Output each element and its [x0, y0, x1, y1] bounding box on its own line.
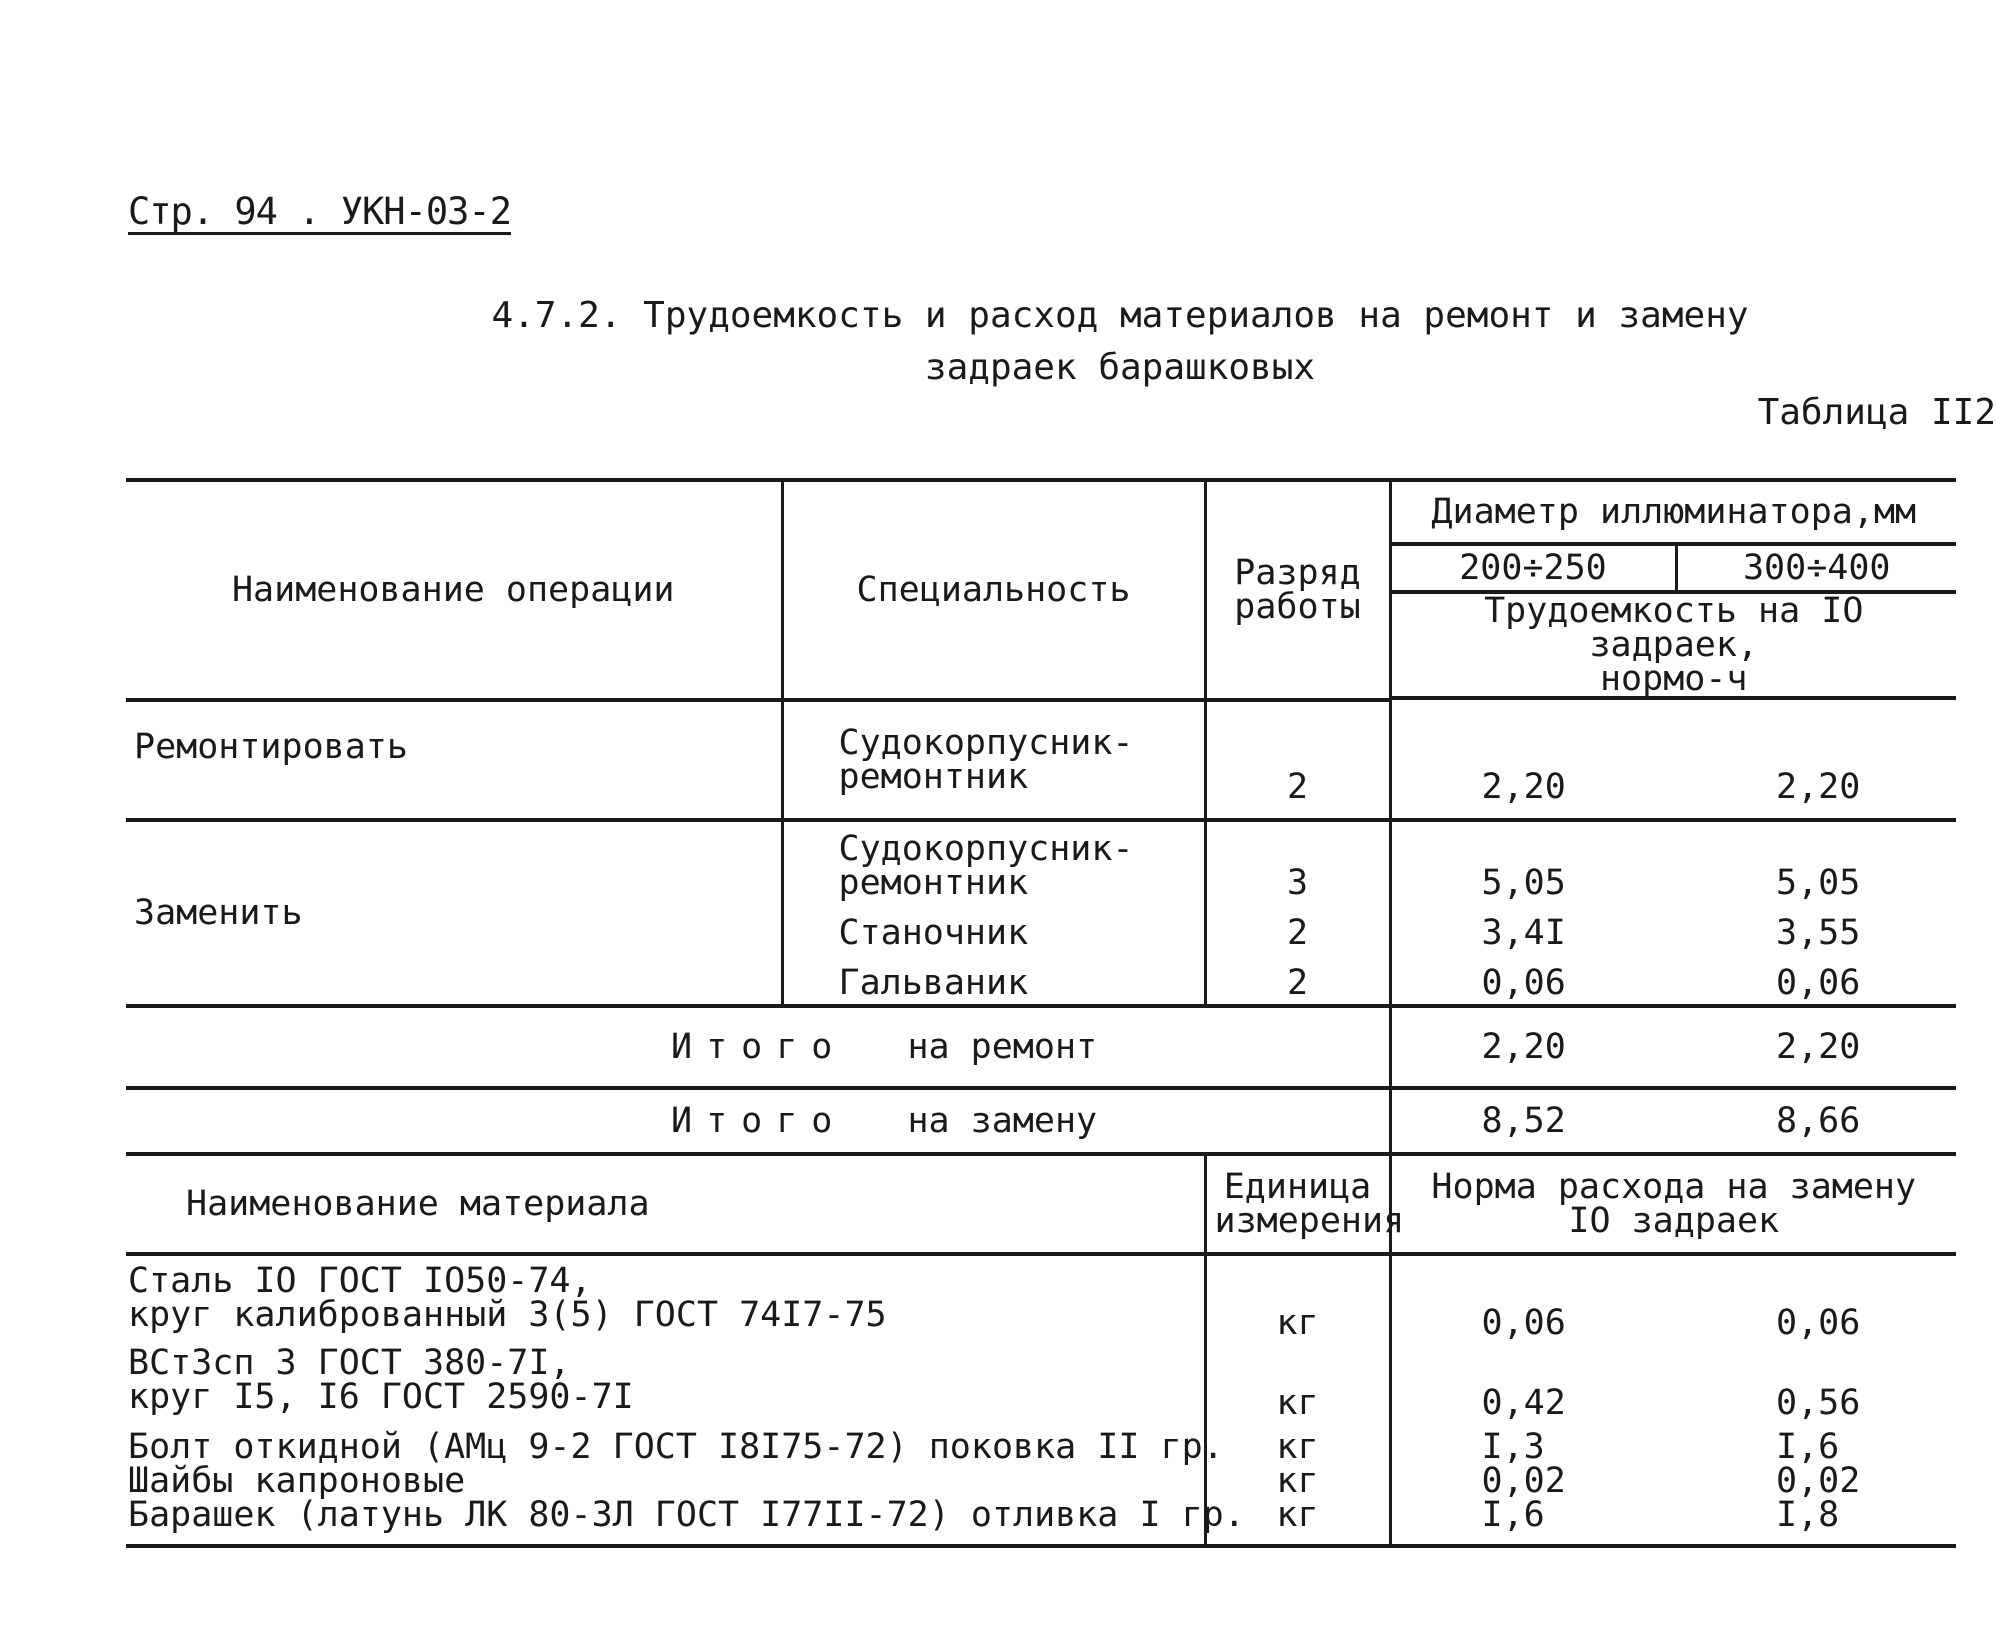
header-labor-line-2: нормо-ч — [1599, 659, 1748, 699]
materials-header-unit — [1205, 1154, 1405, 1254]
header-diameter-300-400: 300÷400 — [1676, 544, 1956, 592]
materials-header-norm-line-1: Норма расхода на замену — [1431, 1167, 1917, 1207]
material-3-name: Болт откидной (АМц 9-2 ГОСТ I8I75-72) поковка II гр. — [126, 1420, 1205, 1464]
replace-value-1-200-250: 5,05 — [1481, 863, 1566, 903]
replace-specialty-1-line-1: Судокорпусник- — [838, 829, 1134, 869]
replace-grade-list — [1205, 820, 1390, 1006]
repair-specialty-line-2: ремонтник — [838, 757, 1029, 797]
material-1-line-2: круг калиброванный 3(5) ГОСТ 74I7-75 — [128, 1295, 887, 1335]
material-2-unit: кг — [1205, 1340, 1390, 1420]
replace-value-2-300-400: 3,55 — [1776, 913, 1861, 953]
material-3-unit: кг — [1205, 1420, 1390, 1464]
header-labor-line-1: Трудоемкость на IO задраек, — [1484, 591, 1864, 665]
total-repair-label — [126, 1006, 1390, 1088]
header-grade — [1205, 480, 1390, 698]
replace-specialty-3: Гальваник — [838, 963, 1029, 1003]
replace-value-2-200-250: 3,4I — [1481, 913, 1566, 953]
material-4-name: Шайбы капроновые — [126, 1464, 1205, 1498]
total-replace-label — [126, 1088, 1390, 1154]
header-diameter-200-250: 200÷250 — [1390, 544, 1676, 592]
table-caption: Таблица II2 — [1757, 392, 1996, 433]
materials-header-norm — [1390, 1154, 1956, 1254]
material-3-value-300-400: I,6 — [1776, 1427, 1840, 1467]
total-replace-300-400: 8,66 — [1676, 1088, 1956, 1154]
material-2-line-2: круг I5, I6 ГОСТ 2590-7I — [128, 1377, 634, 1417]
material-1-line-1: Сталь IO ГОСТ IO50-74, — [128, 1261, 592, 1301]
repair-specialty — [782, 700, 1205, 820]
material-2-line-1: ВСт3сп 3 ГОСТ 380-7I, — [128, 1343, 571, 1383]
repair-value-200-250: 2,20 — [1390, 700, 1676, 820]
material-5-value-300-400: I,8 — [1676, 1498, 1956, 1546]
total-replace-word: Итого — [671, 1101, 847, 1141]
total-replace-text: на замену — [907, 1101, 1098, 1141]
materials-header-name: Наименование материала — [126, 1154, 1205, 1254]
material-3-value-200-250: I,3 — [1481, 1427, 1545, 1467]
material-1-value-300-400: 0,06 — [1776, 1303, 1861, 1343]
materials-header-norm-line-2: IO задраек — [1568, 1201, 1780, 1241]
material-4-unit: кг — [1205, 1464, 1390, 1498]
header-grade-line-2: работы — [1234, 587, 1361, 627]
repair-specialty-line-1: Судокорпусник- — [838, 723, 1134, 763]
total-repair-300-400: 2,20 — [1676, 1006, 1956, 1088]
replace-values-200-250 — [1390, 820, 1676, 1006]
replace-specialty-list — [782, 820, 1205, 1006]
replace-value-1-300-400: 5,05 — [1776, 863, 1861, 903]
header-specialty: Специальность — [782, 480, 1205, 698]
replace-grade-1: 3 — [1286, 863, 1309, 903]
header-grade-line-1: Разряд — [1234, 553, 1361, 593]
material-2-name — [126, 1340, 1205, 1420]
section-title — [440, 290, 1800, 394]
repair-value-300-400: 2,20 — [1676, 700, 1956, 820]
replace-value-3-200-250: 0,06 — [1481, 963, 1566, 1003]
replace-grade-3: 2 — [1286, 963, 1309, 1003]
replace-value-3-300-400: 0,06 — [1776, 963, 1861, 1003]
section-title-line-2: задраек барашковых — [924, 347, 1316, 388]
material-2-value-200-250: 0,42 — [1481, 1383, 1566, 1423]
material-5-unit: кг — [1205, 1498, 1390, 1546]
material-4-value-300-400: 0,02 — [1776, 1461, 1861, 1501]
header-operation: Наименование операции — [126, 480, 782, 698]
total-repair-200-250: 2,20 — [1390, 1006, 1676, 1088]
repair-operation: Ремонтировать — [126, 700, 782, 820]
material-1-unit: кг — [1205, 1254, 1390, 1340]
replace-values-300-400 — [1676, 820, 1956, 1006]
total-repair-word: Итого — [671, 1027, 847, 1067]
material-5-value-200-250: I,6 — [1390, 1498, 1676, 1546]
materials-header-unit-line-2: измерения — [1214, 1201, 1405, 1241]
section-title-line-1: 4.7.2. Трудоемкость и расход материалов на ремонт и замену — [491, 295, 1749, 336]
material-5-name: Барашек (латунь ЛК 80-3Л ГОСТ I77II-72) отливка I гр. — [126, 1498, 1205, 1546]
page-reference: Стр. 94 . УКН-03-2 — [128, 190, 511, 233]
replace-specialty-1-line-2: ремонтник — [838, 863, 1029, 903]
material-1-name — [126, 1254, 1205, 1340]
labor-materials-table — [126, 478, 1956, 1548]
header-diameter: Диаметр иллюминатора,мм — [1390, 480, 1956, 544]
material-1-value-200-250: 0,06 — [1481, 1303, 1566, 1343]
replace-operation: Заменить — [126, 820, 782, 1006]
material-4-value-200-250: 0,02 — [1481, 1461, 1566, 1501]
material-2-value-300-400: 0,56 — [1776, 1383, 1861, 1423]
total-repair-text: на ремонт — [907, 1027, 1098, 1067]
replace-specialty-2: Станочник — [838, 913, 1029, 953]
header-labor — [1390, 592, 1956, 698]
total-replace-200-250: 8,52 — [1390, 1088, 1676, 1154]
repair-grade: 2 — [1205, 700, 1390, 820]
materials-header-unit-line-1: Единица — [1223, 1167, 1372, 1207]
replace-grade-2: 2 — [1286, 913, 1309, 953]
